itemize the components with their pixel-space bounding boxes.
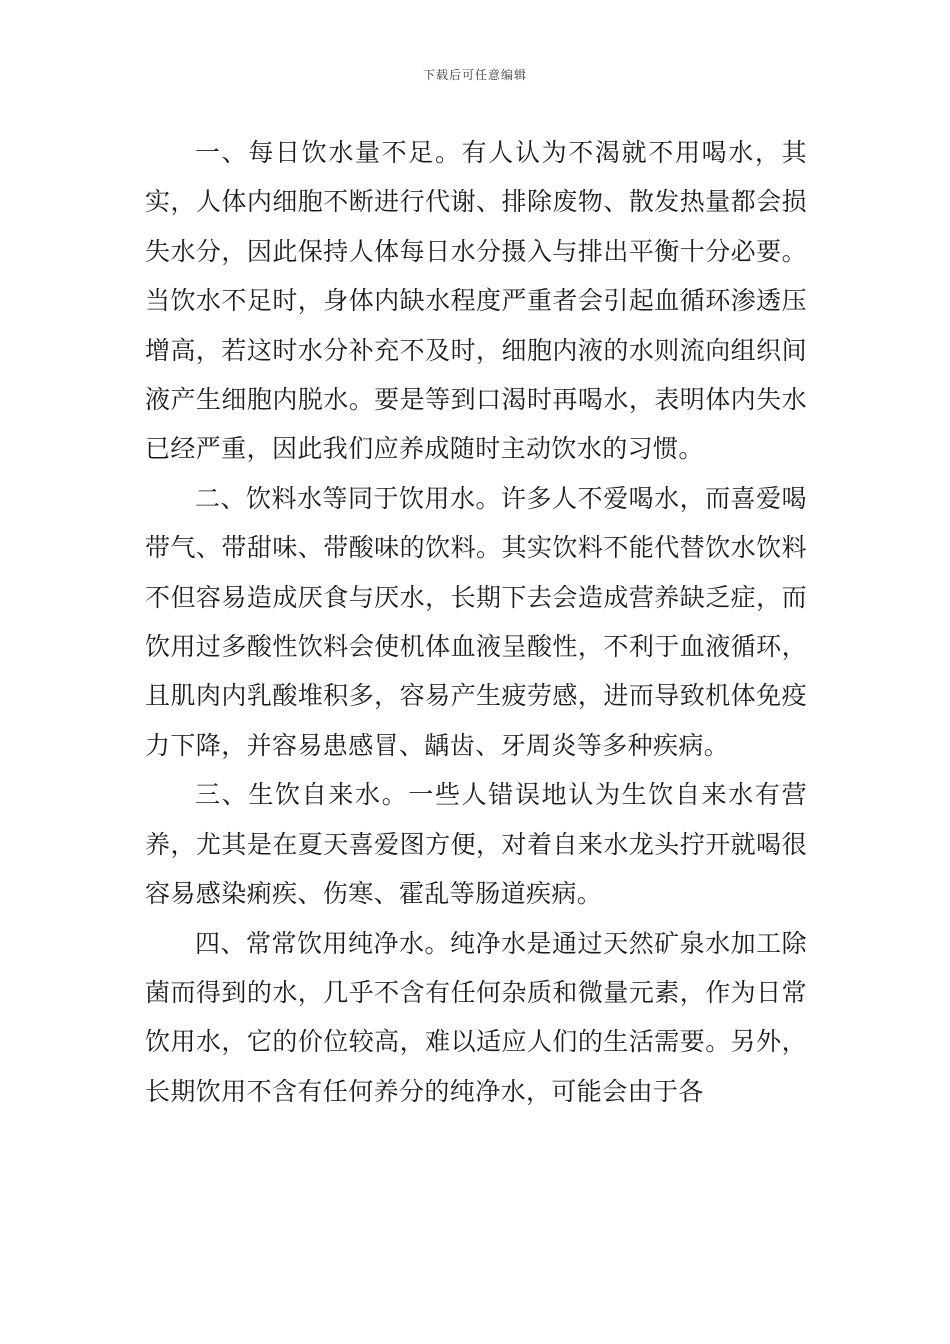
paragraph-2: 二、饮料水等同于饮用水。许多人不爱喝水，而喜爱喝带气、带甜味、带酸味的饮料。其实饮料不能代替饮水饮料不但容易造成厌食与厌水，长期下去会造成营养缺乏症，而饮用过多酸性饮料会使机体血液呈酸性，不利于血液循环，且肌肉内乳酸堆积多，容易产生疲劳感，进而导致机体免疫力下降，并容易患感冒、龋齿、牙周炎等多种疾病。 — [145, 483, 807, 760]
paragraph-4: 四、常常饮用纯净水。纯净水是通过天然矿泉水加工除菌而得到的水，几乎不含有任何杂质和微量元素，作为日常饮用水，它的价位较高，难以适应人们的生活需要。另外，长期饮用不含有任何养分的纯净水，可能会由于各 — [145, 928, 807, 1106]
page-header: 下载后可任意编辑 — [422, 68, 527, 82]
document-body — [145, 128, 807, 1116]
paragraph-1: 一、每日饮水量不足。有人认为不渴就不用喝水，其实，人体内细胞不断进行代谢、排除废物、散发热量都会损失水分，因此保持人体每日水分摄入与排出平衡十分必要。当饮水不足时，身体内缺水程度严重者会引起血循环渗透压增高，若这时水分补充不及时，细胞内液的水则流向组织间液产生细胞内脱水。要是等到口渴时再喝水，表明体内失水已经严重，因此我们应养成随时主动饮水的习惯。 — [145, 138, 807, 464]
paragraph-3: 三、生饮自来水。一些人错误地认为生饮自来水有营养，尤其是在夏天喜爱图方便，对着自来水龙头拧开就喝很容易感染痢疾、伤寒、霍乱等肠道疾病。 — [145, 780, 807, 909]
